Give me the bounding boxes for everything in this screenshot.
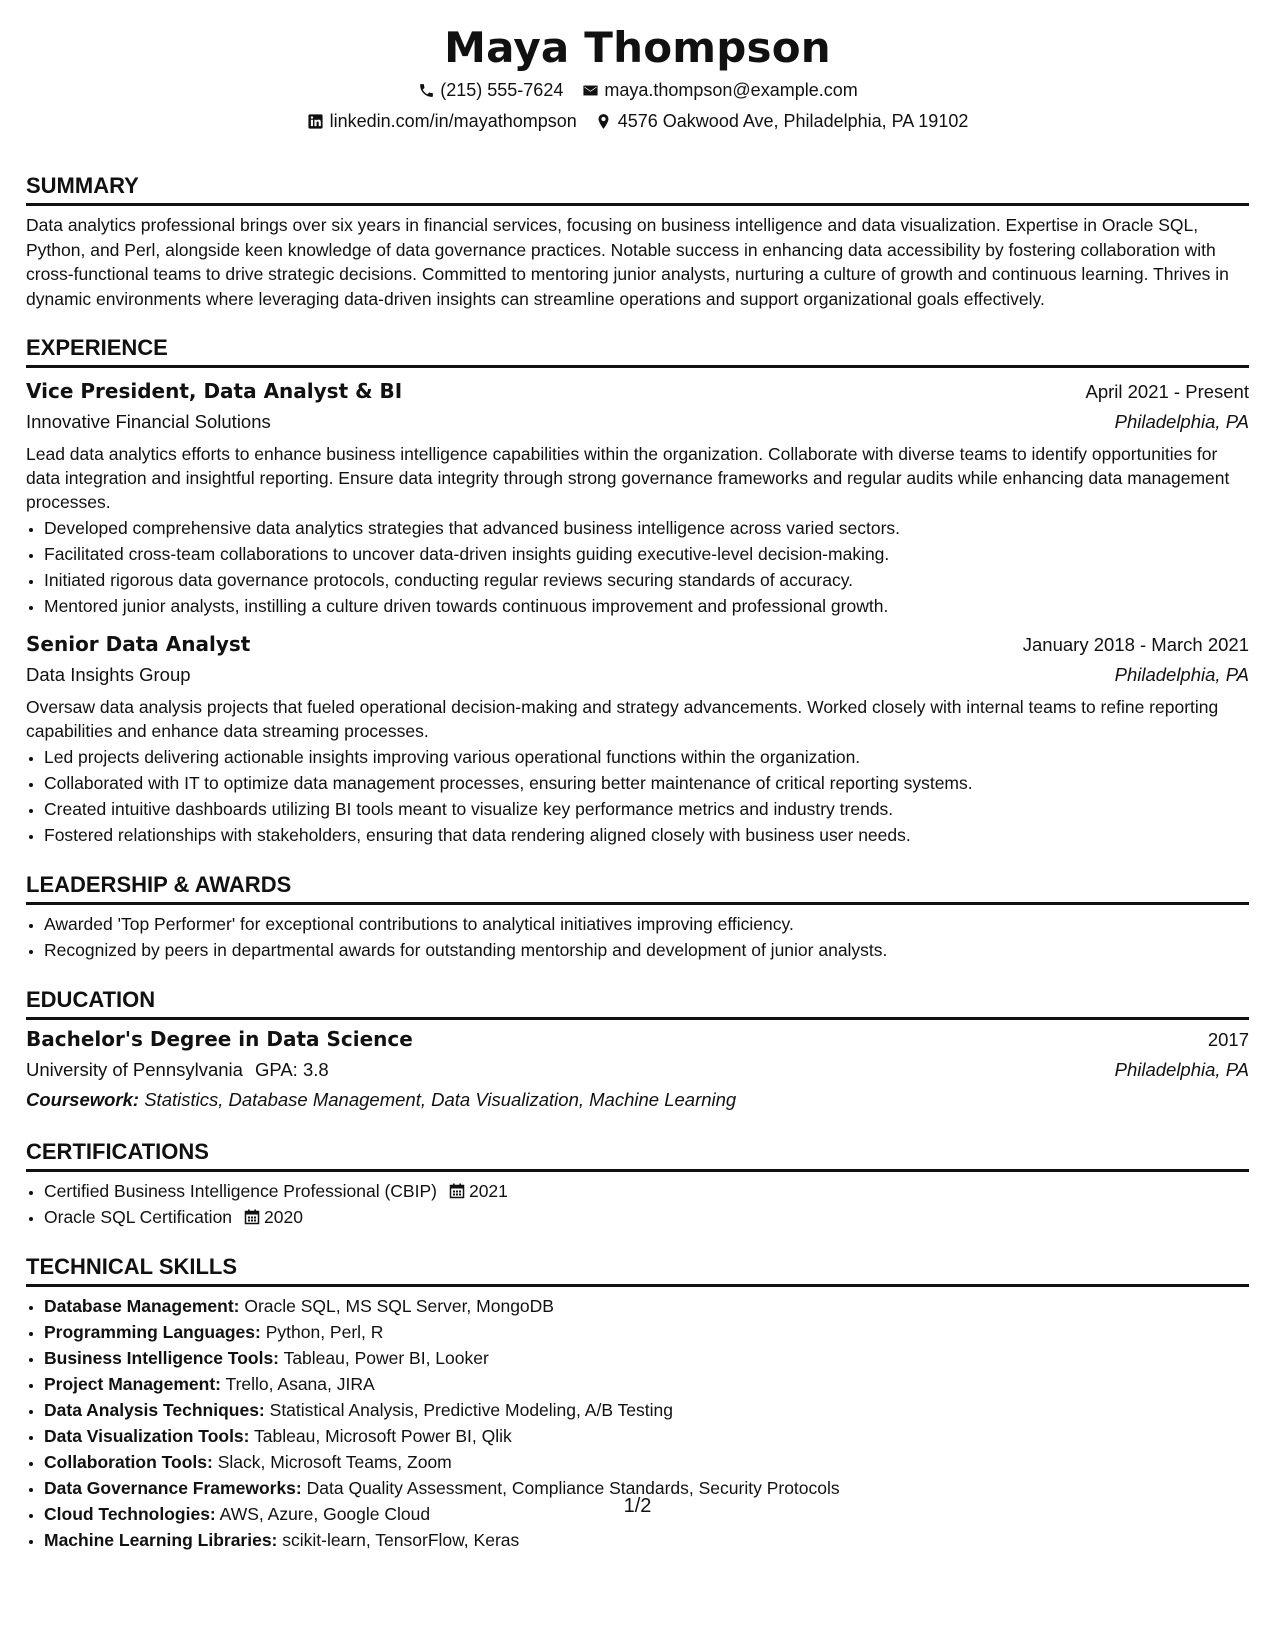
skill-value: Python, Perl, R	[265, 1322, 384, 1342]
phone-contact	[417, 78, 563, 102]
school-name: University of Pennsylvania	[26, 1059, 243, 1080]
certification-name: Certified Business Intelligence Professional (CBIP)	[44, 1181, 437, 1201]
certification-year: 2021	[468, 1181, 508, 1201]
job-bullet: • Mentored junior analysts, instilling a culture driven towards continuous improvement and professional growth.	[44, 593, 1249, 619]
job-company: Data Insights Group	[26, 664, 191, 685]
job-description: Lead data analytics efforts to enhance business intelligence capabilities within the organization. Collaborate with diverse teams to identify opportunities for data integration and insightful reporting. Ensure data integrity through strong governance frameworks and regular audits while enhancing data management processes.	[26, 444, 1230, 512]
section-title-skills: TECHNICAL SKILLS	[26, 1254, 1249, 1287]
job-bullet: • Initiated rigorous data governance protocols, conducting regular reviews securing standards of accuracy.	[44, 567, 1249, 593]
summary-text: Data analytics professional brings over six years in financial services, focusing on business intelligence and data visualization. Expertise in Oracle SQL, Python, and Perl, alongside keen knowledge of data governance practices. Notable success in enhancing data accessibility by fostering collaboration with cross-functional teams to drive strategic decisions. Committed to mentoring junior analysts, nurturing a culture of growth and continuous learning. Thrives in dynamic environments where leveraging data-driven insights can streamline operations and support organizational goals effectively.	[26, 215, 1229, 309]
skill-item	[44, 1397, 1249, 1423]
graduation-year: 2017	[1207, 1029, 1249, 1050]
skill-value: AWS, Azure, Google Cloud	[219, 1504, 431, 1524]
contact-row-2	[26, 109, 1249, 133]
job-entry	[26, 376, 1249, 619]
school-location: Philadelphia, PA	[1114, 1059, 1249, 1080]
certification-item	[44, 1178, 1249, 1204]
job-company: Innovative Financial Solutions	[26, 411, 271, 432]
award-item: • Awarded 'Top Performer' for exceptional contributions to analytical initiatives improving efficiency.	[44, 911, 1249, 937]
envelope-icon	[581, 81, 599, 99]
calendar-icon	[449, 1183, 465, 1199]
skill-label: Collaboration Tools:	[44, 1452, 213, 1472]
summary-section	[26, 173, 1249, 311]
skill-value: Tableau, Microsoft Power BI, Qlik	[254, 1426, 512, 1446]
skill-label: Business Intelligence Tools:	[44, 1348, 280, 1368]
leadership-section	[26, 872, 1249, 963]
certifications-section	[26, 1139, 1249, 1230]
skill-value: Statistical Analysis, Predictive Modeling, A/B Testing	[269, 1400, 673, 1420]
skill-label: Project Management:	[44, 1374, 221, 1394]
award-item: • Recognized by peers in departmental awards for outstanding mentorship and development of junior analysts.	[44, 937, 1249, 963]
certification-item	[44, 1204, 1249, 1230]
skill-value: scikit-learn, TensorFlow, Keras	[282, 1530, 520, 1550]
coursework-line	[26, 1085, 1249, 1115]
award-list	[26, 911, 1249, 963]
job-dates: April 2021 - Present	[1085, 381, 1249, 402]
job-title: Vice President, Data Analyst & BI	[26, 379, 403, 403]
job-location: Philadelphia, PA	[1114, 411, 1249, 432]
skill-value: Tableau, Power BI, Looker	[283, 1348, 489, 1368]
email-contact	[581, 78, 857, 102]
calendar-icon	[244, 1209, 260, 1225]
job-bullet: • Facilitated cross-team collaborations to uncover data-driven insights guiding executive-level decision-making.	[44, 541, 1249, 567]
phone-icon	[417, 81, 435, 99]
skill-value: Slack, Microsoft Teams, Zoom	[217, 1452, 452, 1472]
page-number: 1/2	[623, 1495, 652, 1517]
job-bullet: • Fostered relationships with stakeholders, ensuring that data rendering aligned closely with business user needs.	[44, 822, 1249, 848]
coursework-list: Statistics, Database Management, Data Visualization, Machine Learning	[144, 1089, 737, 1110]
contact-row-1	[26, 78, 1249, 102]
section-title-summary: SUMMARY	[26, 173, 1249, 206]
job-description: Oversaw data analysis projects that fueled operational decision-making and strategy advancements. Worked closely with internal teams to refine reporting capabilities and enhance data streaming processes.	[26, 697, 1219, 741]
job-bullet: • Collaborated with IT to optimize data management processes, ensuring better maintenance of critical reporting systems.	[44, 770, 1249, 796]
coursework-label: Coursework:	[26, 1089, 140, 1110]
section-title-experience: EXPERIENCE	[26, 335, 1249, 368]
skill-item	[44, 1293, 1249, 1319]
skill-label: Database Management:	[44, 1296, 240, 1316]
experience-section	[26, 335, 1249, 848]
linkedin-contact	[307, 109, 577, 133]
candidate-name: Maya Thompson	[444, 23, 831, 72]
job-title: Senior Data Analyst	[26, 632, 251, 656]
linkedin-link[interactable]: linkedin.com/in/mayathompson	[329, 111, 577, 131]
address-text: 4576 Oakwood Ave, Philadelphia, PA 19102	[617, 111, 969, 131]
skill-label: Machine Learning Libraries:	[44, 1530, 278, 1550]
school-line	[26, 1055, 329, 1085]
section-title-certifications: CERTIFICATIONS	[26, 1139, 1249, 1172]
skill-label: Cloud Technologies:	[44, 1504, 216, 1524]
job-location: Philadelphia, PA	[1114, 664, 1249, 685]
skill-item	[44, 1345, 1249, 1371]
job-bullet: • Developed comprehensive data analytics strategies that advanced business intelligence across varied sectors.	[44, 515, 1249, 541]
skill-label: Data Visualization Tools:	[44, 1426, 250, 1446]
skill-value: Trello, Asana, JIRA	[225, 1374, 375, 1394]
job-bullet: • Led projects delivering actionable insights improving various operational functions within the organization.	[44, 744, 1249, 770]
job-bullets	[26, 515, 1249, 619]
education-section	[26, 987, 1249, 1115]
gpa-text: GPA: 3.8	[254, 1059, 329, 1080]
skill-item	[44, 1423, 1249, 1449]
skill-value: Data Quality Assessment, Compliance Standards, Security Protocols	[306, 1478, 840, 1498]
skill-value: Oracle SQL, MS SQL Server, MongoDB	[244, 1296, 554, 1316]
degree-title: Bachelor's Degree in Data Science	[26, 1027, 413, 1051]
section-title-education: EDUCATION	[26, 987, 1249, 1020]
job-bullets	[26, 744, 1249, 848]
skill-item	[44, 1371, 1249, 1397]
job-dates: January 2018 - March 2021	[1022, 634, 1249, 655]
job-bullet: • Created intuitive dashboards utilizing BI tools meant to visualize key performance metrics and industry trends.	[44, 796, 1249, 822]
email-link[interactable]: maya.thompson@example.com	[604, 80, 858, 100]
map-pin-icon	[595, 112, 613, 130]
skill-item	[44, 1319, 1249, 1345]
certification-name: Oracle SQL Certification	[44, 1207, 233, 1227]
skill-label: Data Analysis Techniques:	[44, 1400, 265, 1420]
linkedin-icon	[307, 112, 325, 130]
skill-label: Programming Languages:	[44, 1322, 261, 1342]
skill-item	[44, 1449, 1249, 1475]
job-entry	[26, 629, 1249, 848]
certification-year: 2020	[264, 1207, 303, 1227]
address-contact	[595, 109, 969, 133]
certification-list	[26, 1178, 1249, 1230]
section-title-leadership: LEADERSHIP & AWARDS	[26, 872, 1249, 905]
phone-text[interactable]: (215) 555-7624	[440, 80, 564, 100]
skill-item	[44, 1527, 1249, 1553]
skill-label: Data Governance Frameworks:	[44, 1478, 302, 1498]
